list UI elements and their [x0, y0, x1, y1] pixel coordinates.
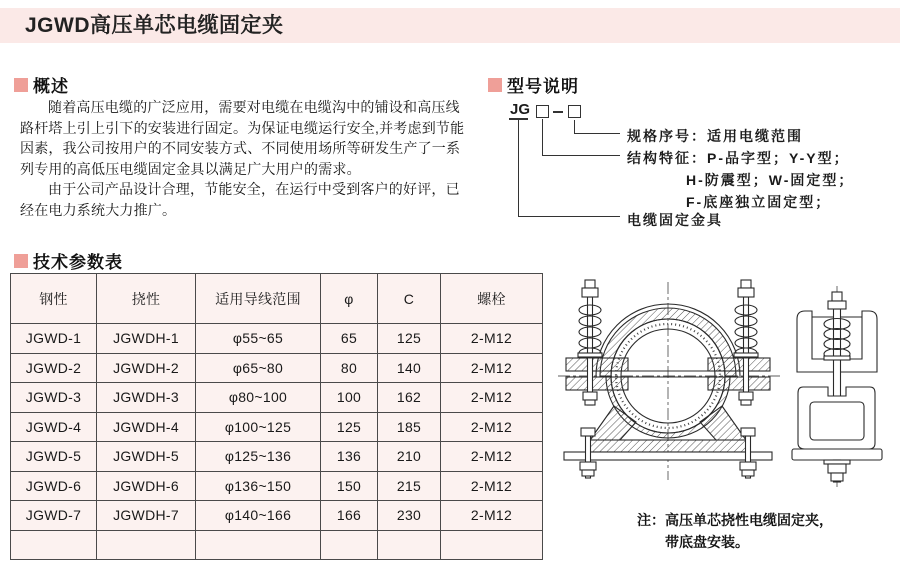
- table-row: [11, 530, 543, 560]
- table-cell: 185: [378, 412, 441, 442]
- model-section-header: [488, 72, 579, 96]
- table-cell: JGWDH-7: [97, 501, 196, 531]
- table-cell: 2-M12: [441, 442, 543, 472]
- table-cell: 150: [321, 471, 378, 501]
- table-cell: φ65~80: [196, 353, 321, 383]
- model-label-fitting: 电缆固定金具: [627, 212, 723, 228]
- table-cell: 2-M12: [441, 383, 543, 413]
- table-cell: φ100~125: [196, 412, 321, 442]
- table-cell: JGWDH-4: [97, 412, 196, 442]
- model-label-spec: 规格序号：适用电缆范围: [627, 128, 803, 144]
- model-code-box-1: [536, 105, 549, 118]
- table-cell: 80: [321, 353, 378, 383]
- table-cell: [196, 530, 321, 560]
- column-header: 挠性: [97, 274, 196, 324]
- column-header: 适用导线范围: [196, 274, 321, 324]
- table-cell: φ136~150: [196, 471, 321, 501]
- model-code-dash: [553, 111, 563, 113]
- section-bullet-icon: [14, 78, 28, 92]
- table-cell: 140: [378, 353, 441, 383]
- table-cell: 2-M12: [441, 324, 543, 354]
- title-band: [0, 8, 900, 43]
- table-row: [11, 412, 543, 442]
- table-row: [11, 353, 543, 383]
- drawing-note: [637, 509, 833, 553]
- table-cell: JGWDH-6: [97, 471, 196, 501]
- table-cell: [321, 530, 378, 560]
- table-cell: JGWD-1: [11, 324, 97, 354]
- model-heading: 型号说明: [507, 77, 579, 96]
- column-header: φ: [321, 274, 378, 324]
- table-row: [11, 383, 543, 413]
- side-view-drawing: [792, 286, 882, 488]
- table-cell: 100: [321, 383, 378, 413]
- model-label-structure-2: H-防震型；W-固定型；: [686, 172, 855, 188]
- model-code-prefix: JG: [510, 101, 531, 118]
- section-bullet-icon: [14, 254, 28, 268]
- column-header: 螺栓: [441, 274, 543, 324]
- table-header-row: [11, 274, 543, 324]
- front-view-drawing: [558, 280, 780, 480]
- table-cell: JGWD-5: [11, 442, 97, 472]
- table-cell: 162: [378, 383, 441, 413]
- parameters-table: [10, 273, 543, 560]
- table-cell: JGWD-6: [11, 471, 97, 501]
- table-cell: 2-M12: [441, 501, 543, 531]
- overview-heading: 概述: [33, 77, 69, 96]
- table-row: [11, 324, 543, 354]
- overview-section-header: [14, 72, 69, 96]
- model-label-structure-1: 结构特征：P-品字型；Y-Y型；: [627, 150, 850, 166]
- model-label-structure-3: F-底座独立固定型；: [686, 194, 832, 210]
- table-cell: 2-M12: [441, 353, 543, 383]
- table-cell: 230: [378, 501, 441, 531]
- table-cell: JGWD-7: [11, 501, 97, 531]
- table-cell: 65: [321, 324, 378, 354]
- parameters-section-header: [14, 248, 123, 272]
- table-cell: φ55~65: [196, 324, 321, 354]
- table-body: [11, 324, 543, 560]
- clamp-technical-drawing: [558, 274, 900, 496]
- table-cell: 125: [378, 324, 441, 354]
- section-bullet-icon: [488, 78, 502, 92]
- table-cell: 125: [321, 412, 378, 442]
- overview-paragraphs: [20, 97, 472, 220]
- overview-paragraph: 随着高压电缆的广泛应用，需要对电缆在电缆沟中的铺设和高压线路杆塔上引上引下的安装进行固定。为保证电缆运行安全,并考虑到节能因素，我公司按用户的不同安装方式、不同使用场所等研发生产了一系列专用的高低压电缆固定金具以满足广大用户的需求。: [20, 99, 465, 177]
- parameters-heading: 技术参数表: [33, 253, 123, 272]
- table-cell: JGWDH-5: [97, 442, 196, 472]
- drawing-note-line1: 注：高压单芯挠性电缆固定夹，: [637, 512, 833, 528]
- column-header: 钢性: [11, 274, 97, 324]
- table-cell: φ125~136: [196, 442, 321, 472]
- table-cell: [378, 530, 441, 560]
- table-cell: [441, 530, 543, 560]
- table-cell: JGWDH-2: [97, 353, 196, 383]
- page-title: JGWD高压单芯电缆固定夹: [25, 14, 284, 37]
- overview-paragraph: 由于公司产品设计合理，节能安全，在运行中受到客户的好评，已经在电力系统大力推广。: [20, 181, 460, 218]
- table-cell: 136: [321, 442, 378, 472]
- table-cell: 2-M12: [441, 412, 543, 442]
- column-header: C: [378, 274, 441, 324]
- table-cell: [97, 530, 196, 560]
- table-cell: JGWD-2: [11, 353, 97, 383]
- table-cell: 2-M12: [441, 471, 543, 501]
- table-cell: 166: [321, 501, 378, 531]
- model-leader-line-fitting: [518, 119, 620, 217]
- table-cell: JGWD-3: [11, 383, 97, 413]
- model-code-box-2: [568, 105, 581, 118]
- table-row: [11, 501, 543, 531]
- table-cell: 210: [378, 442, 441, 472]
- drawing-note-line2: 带底盘安装。: [665, 534, 749, 550]
- table-cell: JGWDH-1: [97, 324, 196, 354]
- table-cell: JGWD-4: [11, 412, 97, 442]
- table-cell: φ80~100: [196, 383, 321, 413]
- table-row: [11, 442, 543, 472]
- table-row: [11, 471, 543, 501]
- table-cell: 215: [378, 471, 441, 501]
- table-cell: JGWDH-3: [97, 383, 196, 413]
- table-cell: [11, 530, 97, 560]
- table-cell: φ140~166: [196, 501, 321, 531]
